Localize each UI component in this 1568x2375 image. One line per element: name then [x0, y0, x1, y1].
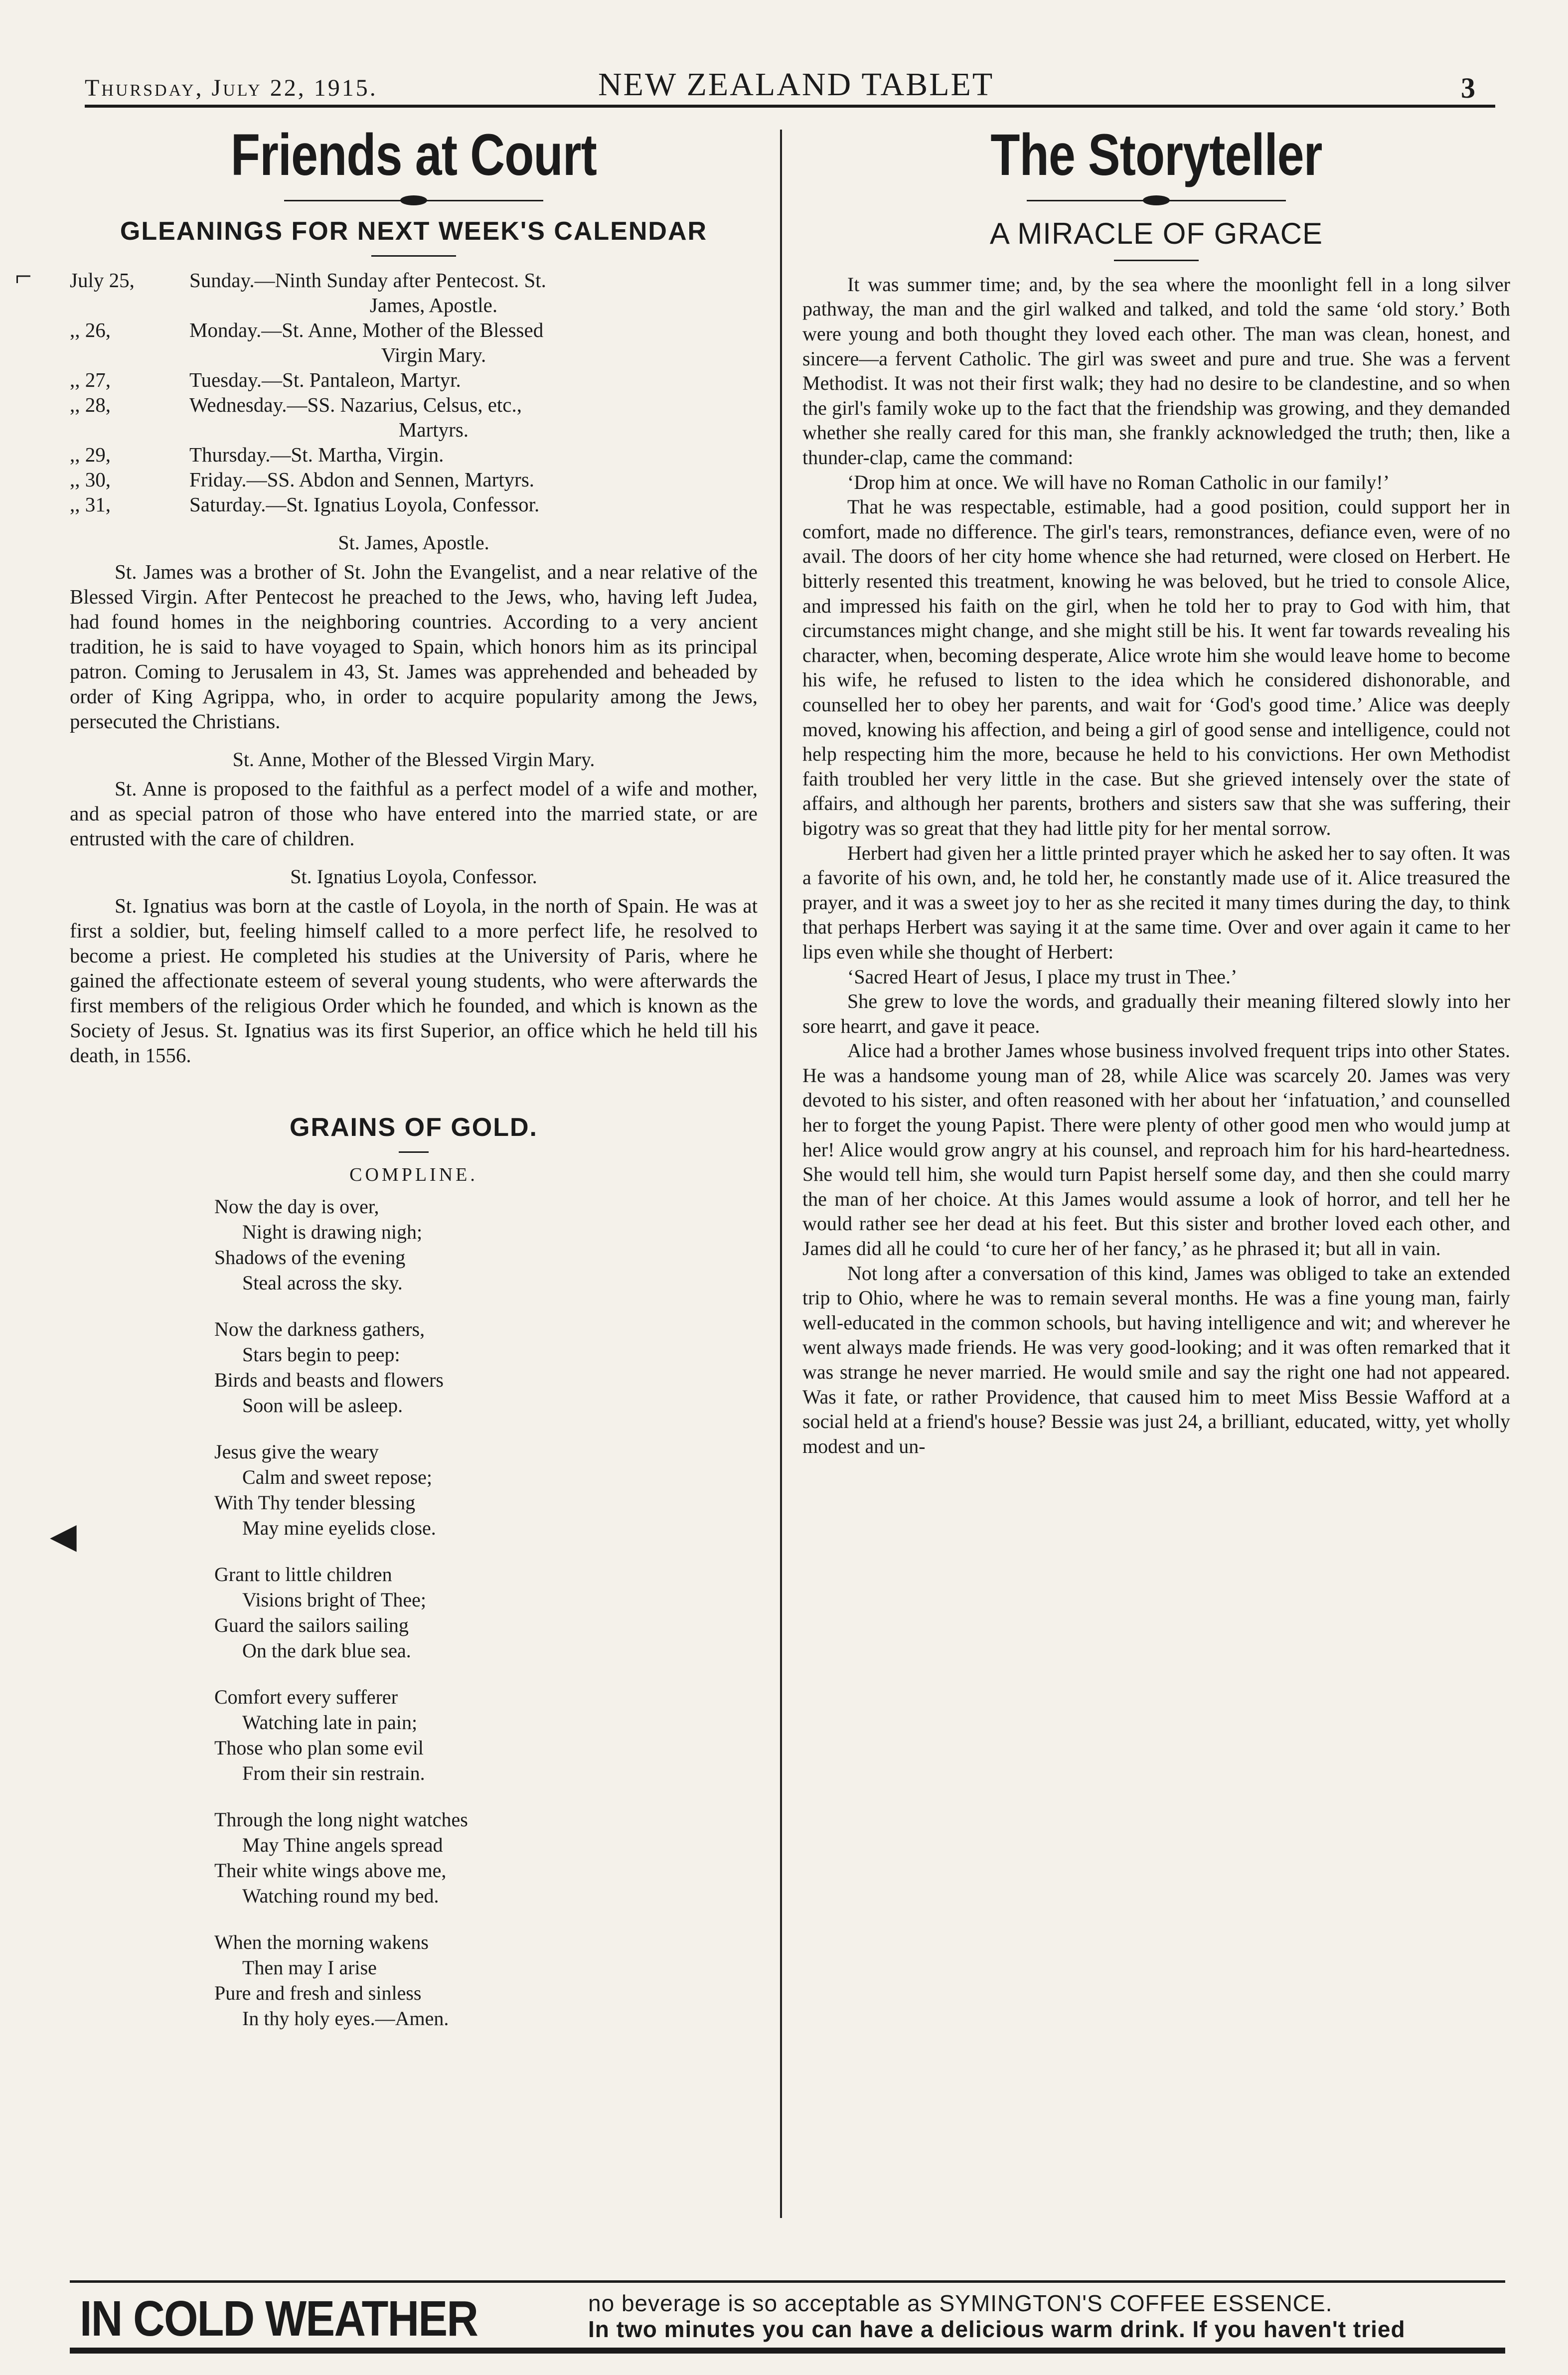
calendar-feast — [189, 268, 758, 317]
poem-line: Stars begin to peep: — [242, 1343, 400, 1366]
heading-st-ignatius: St. Ignatius Loyola, Confessor. — [290, 865, 537, 888]
title-ornament — [284, 198, 543, 202]
poem-stanza — [214, 1929, 758, 2031]
story-subhead: A MIRACLE OF GRACE — [989, 216, 1323, 250]
calendar-entry — [70, 392, 758, 442]
calendar-feast — [189, 392, 758, 442]
poem-line: May Thine angels spread — [242, 1833, 443, 1856]
feast-text: Sunday.—Ninth Sunday after Pentecost. St. — [189, 268, 546, 292]
calendar-entry — [70, 467, 758, 492]
ad-line-1: no beverage is so acceptable as SYMINGTON'S COFFEE ESSENCE. — [588, 2290, 1333, 2316]
calendar-entry — [70, 492, 758, 517]
paragraph-st-james: St. James was a brother of St. John the Evangelist, and a near relative of the Blessed Virgin. After Pentecost he preached to the Jews, who, having left Judea, had found homes in the neighboring countries. According to a very ancient tradition, he is said to have voyaged to Spain, which honors him as its principal patron. Coming to Jerusalem in 43, St. James was apprehended and beheaded by order of King Agrippa, who, in order to acquire popularity among the Jews, persecuted the Christians. — [70, 560, 758, 733]
calendar-date: ,, 29, — [70, 443, 111, 466]
calendar-feast — [189, 467, 758, 492]
feast-text-continued: Martyrs. — [398, 418, 469, 441]
poem-line: Visions bright of Thee; — [242, 1588, 427, 1611]
calendar-entry — [70, 317, 758, 367]
divider — [399, 1151, 429, 1153]
poem-line: Night is drawing nigh; — [242, 1220, 423, 1243]
poem-line: Pure and fresh and sinless — [214, 1981, 422, 2004]
ad-line-2: In two minutes you can have a delicious warm drink. If you haven't tried — [588, 2316, 1406, 2342]
poem-stanza — [214, 1684, 758, 1786]
poem — [214, 1194, 758, 2031]
poem-line: May mine eyelids close. — [242, 1516, 436, 1539]
poem-line: Comfort every sufferer — [214, 1685, 398, 1708]
calendar-feast — [189, 367, 758, 392]
poem-stanza — [214, 1316, 758, 1418]
margin-scribble-mark: ⌐ — [15, 260, 32, 293]
poem-line: On the dark blue sea. — [242, 1639, 411, 1662]
poem-line: From their sin restrain. — [242, 1761, 425, 1784]
story-paragraph: Alice had a brother James whose business involved frequent trips into other States. He was a handsome young man of 28, while Alice was scarcely 20. James was very devoted to his sister, and often reasoned with her about her ‘infatuation,’ and counselled her to forget the young Papist. There were plenty of other good men who would jump at her! Alice would grow angry at his counsel, and reproach him for his hard-heartedness. She would tell him, she would turn Papist herself some day, and then she could marry the man of her choice. At this James would assume a look of horror, and tell her he would rather see her dead at his feet. But this sister and brother loved each other, and James did all he could ‘to cure her of her fancy,’ as he phrased it; but all in vain. — [802, 1039, 1510, 1260]
calendar-date: July 25, — [70, 268, 135, 292]
feast-text: Tuesday.—St. Pantaleon, Martyr. — [189, 368, 461, 391]
calendar-feast — [189, 317, 758, 367]
poem-line: In thy holy eyes.—Amen. — [242, 2007, 449, 2030]
storyteller-column — [802, 122, 1510, 1458]
poem-stanza — [214, 1562, 758, 1663]
calendar-list — [70, 268, 758, 517]
poem-line: With Thy tender blessing — [214, 1491, 416, 1514]
poem-line: Guard the sailors sailing — [214, 1613, 409, 1636]
story-body — [802, 272, 1510, 1459]
story-paragraph: Herbert had given her a little printed prayer which he asked her to say often. It was a favorite of his own, and, he told her, he constantly made use of it. Alice treasured the prayer, and it was a sweet joy to her as she recited it many times during the day, to think that perhaps Herbert was saying it at the same time. Over and over again it came to her lips even while she thought of Herbert: — [802, 841, 1510, 963]
poem-line: Birds and beasts and flowers — [214, 1368, 444, 1391]
feast-text: Friday.—SS. Abdon and Sennen, Martyrs. — [189, 468, 535, 491]
feast-text-continued: Virgin Mary. — [381, 343, 486, 366]
poem-line: Then may I arise — [242, 1956, 377, 1979]
poem-title: COMPLINE. — [349, 1164, 478, 1185]
section-title-storyteller: The Storyteller — [990, 122, 1322, 188]
masthead — [85, 65, 1495, 108]
calendar-feast — [189, 442, 758, 467]
divider — [371, 255, 456, 257]
issue-date: Thursday, July 22, 1915. — [85, 75, 378, 101]
poem-line: Shadows of the evening — [214, 1246, 406, 1268]
poem-line: When the morning wakens — [214, 1930, 429, 1953]
poem-stanza — [214, 1194, 758, 1295]
friends-at-court-column — [70, 122, 758, 2052]
paragraph-st-anne: St. Anne is proposed to the faithful as a perfect model of a wife and mother, and as special patron of those who have entered into the married state, or are entrusted with the care of children. — [70, 777, 758, 850]
feast-text: Saturday.—St. Ignatius Loyola, Confessor. — [189, 492, 540, 516]
advertisement-banner — [70, 2280, 1505, 2354]
calendar-entry — [70, 442, 758, 467]
heading-st-james: St. James, Apostle. — [338, 531, 489, 554]
newspaper-title: NEW ZEALAND TABLET — [598, 66, 994, 103]
feast-text: Monday.—St. Anne, Mother of the Blessed — [189, 318, 544, 341]
story-paragraph: She grew to love the words, and gradually their meaning filtered slowly into her sore hearrt, and gave it peace. — [802, 990, 1510, 1037]
story-paragraph: It was summer time; and, by the sea where the moonlight fell in a long silver pathway, the man and the girl walked and talked, and told the same ‘old story.’ Both were young and both thought they loved each other. The man was clean, honest, and sincere—a fervent Catholic. The girl was sweet and pure and true. She was a fervent Methodist. It was not their first walk; they had no desire to be clandestine, and so when the girl's family woke up to the fact that the friendship was growing, and they demanded whether she really cared for this man, she frankly acknowledged the truth; then, like a thunder-clap, came the command: — [802, 273, 1510, 469]
poem-line: Through the long night watches — [214, 1808, 468, 1831]
story-paragraph: Not long after a conversation of this kind, James was obliged to take an extended trip to Ohio, where he was to remain several months. He was a fine young man, fairly well-educated in the common schools, but having intelligence and wit; and wherever he went always made friends. He was very good-looking; and it was often remarked that it was strange he never married. He would smile and say the right one had not appeared. Was it fate, or rather Providence, that caused him to meet Miss Bessie Wafford at a social held at a friend's house? Bessie was just 24, a brilliant, educated, witty, yet wholly modest and un- — [802, 1262, 1510, 1457]
calendar-date: ,, 30, — [70, 468, 111, 491]
page-number: 3 — [1461, 72, 1475, 104]
story-paragraph: ‘Sacred Heart of Jesus, I place my trust in Thee.’ — [847, 965, 1238, 988]
grains-of-gold-heading: GRAINS OF GOLD. — [290, 1112, 538, 1142]
poem-line: Calm and sweet repose; — [242, 1465, 432, 1488]
ad-headline: IN COLD WEATHER — [80, 2291, 478, 2347]
calendar-feast — [189, 492, 758, 517]
feast-text-continued: James, Apostle. — [369, 293, 498, 317]
column-divider — [780, 130, 782, 2218]
poem-line: Watching late in pain; — [242, 1711, 418, 1734]
poem-line: Soon will be asleep. — [242, 1394, 403, 1417]
feast-text: Wednesday.—SS. Nazarius, Celsus, etc., — [189, 393, 522, 416]
title-ornament — [1027, 198, 1286, 202]
story-paragraph: ‘Drop him at once. We will have no Roman Catholic in our family!’ — [847, 471, 1390, 493]
calendar-date: ,, 27, — [70, 368, 111, 391]
poem-line: Those who plan some evil — [214, 1736, 424, 1759]
poem-line: Jesus give the weary — [214, 1440, 379, 1463]
poem-line: Now the day is over, — [214, 1195, 379, 1218]
poem-line: Grant to little children — [214, 1563, 392, 1585]
story-paragraph: That he was respectable, estimable, had a good position, could support her in comfort, made no difference. The girl's tears, remonstrances, defiance even, were of no avail. The doors of her city home whence she had returned, were closed on Herbert. He bitterly resented this treatment, knowing he was beloved, but he tried to console Alice, and impressed his faith on the girl, when he told her to pray to God with him, that circumstances might change, and she might still be his. It went far towards revealing his character, when, becoming desperate, Alice wrote him she would leave home to become his wife, he refused to listen to the idea which he considered dishonorable, and counselled her to obey her parents, and wait for ‘God's good time.’ Alice was deeply moved, knowing his affection, and being a girl of good sense and intelligence, could not help respecting him the more, because he held to his convictions. Her own Methodist faith troubled her very little in the case. But she grieved intensely over the state of affairs, and although her parents, brothers and sisters saw that she was suffering, their bigotry was so great that they had little pity for her mental sorrow. — [802, 495, 1510, 839]
calendar-subhead: GLEANINGS FOR NEXT WEEK'S CALENDAR — [120, 216, 708, 246]
poem-stanza — [214, 1439, 758, 1541]
calendar-entry — [70, 268, 758, 317]
paragraph-st-ignatius: St. Ignatius was born at the castle of Loyola, in the north of Spain. He was at first a soldier, but, feeling himself called to a more perfect life, he resolved to become a priest. He completed his studies at the University of Paris, where he gained the affectionate esteem of several young students, who were afterwards the first members of the religious Order which he founded, and which is known as the Society of Jesus. St. Ignatius was its first Superior, an office which he held till his death, in 1556. — [70, 894, 758, 1067]
poem-line: Steal across the sky. — [242, 1271, 403, 1294]
poem-stanza — [214, 1807, 758, 1908]
heading-st-anne: St. Anne, Mother of the Blessed Virgin Mary. — [232, 748, 595, 771]
poem-line: Now the darkness gathers, — [214, 1317, 425, 1340]
calendar-date: ,, 31, — [70, 492, 111, 516]
calendar-date: ,, 28, — [70, 393, 111, 416]
poem-line: Watching round my bed. — [242, 1884, 439, 1907]
section-title-friends-at-court: Friends at Court — [230, 122, 597, 188]
poem-line: Their white wings above me, — [214, 1859, 447, 1882]
margin-arrow-mark: ◀ — [50, 1517, 77, 1556]
divider — [1114, 260, 1199, 261]
calendar-entry — [70, 367, 758, 392]
feast-text: Thursday.—St. Martha, Virgin. — [189, 443, 444, 466]
calendar-date: ,, 26, — [70, 318, 111, 341]
